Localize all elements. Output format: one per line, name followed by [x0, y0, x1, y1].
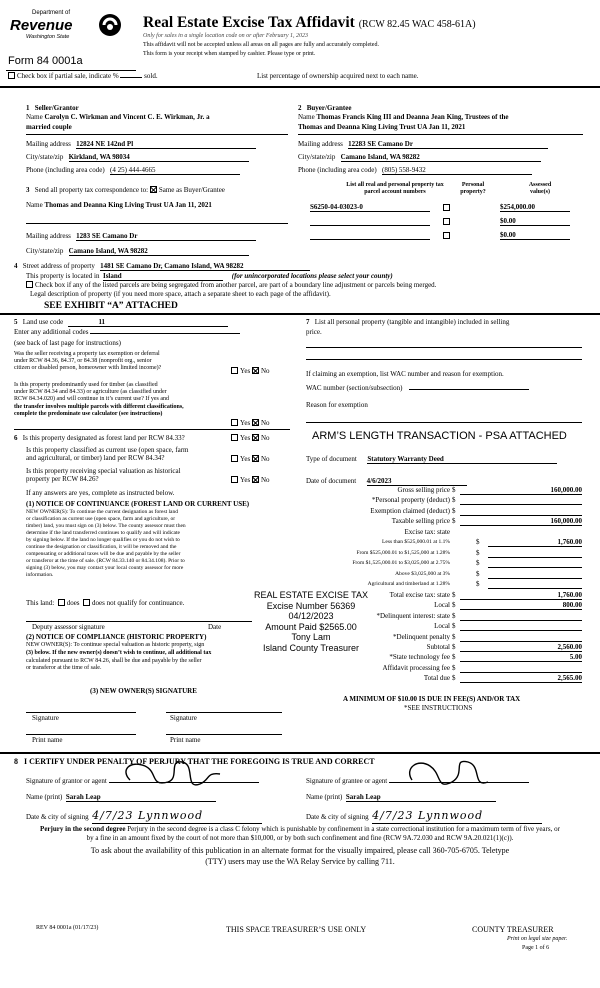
- tax-row-value[interactable]: 1,760.00: [488, 538, 582, 547]
- tax-row: [310, 559, 582, 569]
- partial-note: List percentage of ownership acquired next to each name.: [257, 72, 419, 80]
- tax-row-value[interactable]: [488, 559, 582, 568]
- parcel-row[interactable]: $0.00: [310, 231, 580, 243]
- exemption-question: Was the seller receiving a property tax exemption or deferral under RCW 84.36, 84.37, or 84.38 (nonprofit org., senior citizen or disabled person, homeowner with limited income)?: [14, 351, 162, 372]
- subtitle-2: This affidavit will not be accepted unless all areas on all pages are fully and accurately completed.: [143, 42, 379, 48]
- buyer-mail[interactable]: Mailing address 12283 SE Camano Dr: [298, 140, 548, 149]
- form-title: Real Estate Excise Tax Affidavit (RCW 82.45 WAC 458-61A): [143, 14, 476, 31]
- logo-dept: Department of: [32, 10, 71, 16]
- tax-row-label: *Delinquent penalty: [393, 632, 450, 641]
- treasurer-stamp: REAL ESTATE EXCISE TAX Excise Number 56369 04/12/2023 Amount Paid $2565.00 Tony Lam Island County Treasurer: [253, 590, 369, 654]
- date-label: Date: [208, 623, 222, 631]
- tax-row-label: Excise tax: state: [404, 527, 450, 536]
- seller-name-2: married couple: [26, 123, 72, 131]
- grantor-signature[interactable]: Signature of grantor or agent: [26, 777, 259, 785]
- tax-row: [310, 496, 582, 506]
- dollar-sign: $: [452, 663, 456, 672]
- tax-row: [310, 653, 582, 663]
- see-back: (see back of last page for instructions): [14, 339, 121, 347]
- same-as-buyer-checkbox[interactable]: [150, 186, 157, 193]
- q1-yes-no[interactable]: Yes No: [231, 367, 270, 375]
- tax-row-label: Local: [434, 601, 450, 610]
- dollar-sign: $: [476, 548, 480, 557]
- agency-logo: [6, 10, 134, 44]
- form-number: Form 84 0001a: [8, 55, 83, 67]
- grantee-name[interactable]: Name (print) Sarah Leap: [306, 793, 496, 802]
- seller-name: Name Carolyn C. Wirkman and Vincent C. E. Wirkman, Jr. a: [26, 113, 210, 121]
- grantor-date[interactable]: Date & city of signing 4/7/23 Lynnwood: [26, 810, 262, 824]
- continuance-text: NEW OWNER(S): To continue the current designation as forest land or classification as current use (open space, farm and agriculture, or timber) land, you must sign on (3) below. The county assessor must then determine if the land transferred continues to qualify and will indicate by signing below. If the land no longer qualifies or you do not wish to continue the designation or classification, it will be removed and the compensating or additional taxes will be due and payable by the seller or transferor at the time of sale. (RCW 84.33.140 or 84.34.108). Prior to signing (3) below, you may contact your local county assessor for more information.: [26, 509, 186, 579]
- personal-property-checkbox[interactable]: [443, 204, 450, 211]
- personal-property-checkbox[interactable]: [443, 232, 450, 239]
- grantee-signature-scrawl: [400, 752, 520, 794]
- dollar-sign: $: [452, 517, 456, 526]
- tax-row: [310, 674, 582, 684]
- tax-row: [310, 528, 582, 538]
- tax-row: [310, 549, 582, 559]
- new-owner-signature-heading: (3) NEW OWNER(S) SIGNATURE: [90, 687, 197, 695]
- historic-question: Is this property receiving special valuation as historical property per RCW 84.26?: [26, 467, 181, 484]
- q5-yes-no[interactable]: Yes No: [231, 476, 270, 484]
- tax-row-label: From $1,525,000.01 to $3,025,000 at 2.75%: [352, 560, 450, 567]
- seller-heading: 1 Seller/Grantor: [26, 104, 79, 112]
- tax-row-value[interactable]: 2,565.00: [460, 674, 582, 683]
- dollar-sign: $: [452, 643, 456, 651]
- tax-row-label: Less than $525,000.01 at 1.1%: [382, 539, 450, 545]
- county-treasurer: COUNTY TREASURER: [472, 925, 554, 934]
- dollar-sign: $: [452, 653, 456, 662]
- dollar-sign: $: [452, 591, 456, 599]
- continuance-heading: (1) NOTICE OF CONTINUANCE (FOREST LAND OR CURRENT USE): [26, 500, 250, 508]
- legal-description: SEE EXHIBIT “A” ATTACHED: [44, 301, 178, 311]
- tax-row-label: Gross selling price: [397, 486, 450, 494]
- legal-paper-note: Print on legal size paper.: [507, 936, 568, 942]
- tax-row-label: Above $3,025,000 at 3%: [395, 570, 450, 577]
- perjury-note: Perjury in the second degree Perjury in the second degree is a class C felony which is punishable by confinement in a state correctional institution for a maximum term of five years, or by a fine in an amount fixed by the court of not more than $10,000, or by both such confinement and fine (RCW 9A.72.030 and RCW 9A.20.021(1)(c)).: [40, 825, 560, 843]
- dollar-sign: $: [476, 538, 480, 546]
- dollar-sign: $: [476, 580, 480, 589]
- tax-row-label: Exemption claimed (deduct): [370, 506, 450, 515]
- partial-sale-row[interactable]: Check box if partial sale, indicate % sold.: [8, 72, 158, 80]
- grantor-name[interactable]: Name (print) Sarah Leap: [26, 793, 216, 802]
- dollar-sign: $: [452, 601, 456, 610]
- reason-exemption[interactable]: Reason for exemption: [306, 401, 368, 409]
- buyer-city[interactable]: City/state/zip Camano Island, WA 98282: [298, 153, 541, 162]
- sec4-address: 4 Street address of property 1481 SE Camano Dr, Camano Island, WA 98282: [14, 262, 310, 271]
- sec3-city[interactable]: City/state/zip Camano Island, WA 98282: [26, 247, 249, 256]
- parcel-col-header: List all real and personal property tax parcel account numbers: [346, 182, 444, 195]
- print-name-label: Print name: [32, 736, 63, 744]
- sec3-name: Name Thomas and Deanna King Living Trust UA Jan 11, 2021: [26, 201, 212, 209]
- this-land-row[interactable]: This land: does does not qualify for continuance.: [26, 599, 185, 607]
- ada-note: To ask about the availability of this publication in an alternate format for the visually impaired, please call 360-705-6705. Teletype (TTY) users may use the WA Relay Service by calling 711.: [90, 846, 510, 866]
- tax-row-label: *Personal property (deduct): [371, 496, 450, 505]
- signature-label: Signature: [170, 714, 197, 722]
- dollar-sign: $: [452, 611, 456, 620]
- tax-row-value[interactable]: [460, 612, 582, 621]
- dollar-sign: $: [452, 506, 456, 515]
- legal-description-label: Legal description of property (if you need more space, attach a separate sheet to each page of the affidavit).: [30, 290, 331, 298]
- tax-row-label: Affidavit processing fee: [382, 663, 450, 672]
- q2-yes-no[interactable]: Yes No: [231, 419, 270, 427]
- tax-row-value[interactable]: [460, 507, 582, 516]
- tax-row-value[interactable]: 2,560.00: [460, 643, 582, 652]
- sec4-located: This property is located in Island (for unincorporated locations please select your county): [26, 272, 393, 280]
- tax-row-value[interactable]: 5.00: [460, 653, 582, 662]
- tax-row-value[interactable]: [460, 664, 582, 673]
- land-use-row[interactable]: 5 Land use code 11: [14, 318, 228, 327]
- deputy-label: Deputy assessor signature: [32, 623, 105, 631]
- forest-question: 6 Is this property designated as forest land per RCW 84.33?: [14, 434, 185, 442]
- partial-sale-checkbox[interactable]: [8, 72, 15, 79]
- tax-row-label: Total excise tax: state: [389, 591, 450, 599]
- signature-label: Signature: [32, 714, 59, 722]
- personal-col-header: Personal property?: [460, 182, 486, 195]
- buyer-heading: 2 Buyer/Grantee: [298, 104, 352, 112]
- see-instructions: *SEE INSTRUCTIONS: [404, 704, 473, 712]
- grantee-signature[interactable]: Signature of grantee or agent: [306, 777, 529, 785]
- subtitle-1: Only for sales in a single location code on or after February 1, 2023: [143, 33, 308, 39]
- current-use-question: Is this property classified as current use (open space, farm and agricultural, or timber) land per RCW 84.34?: [26, 446, 189, 463]
- tax-row: [310, 486, 582, 496]
- seller-mail[interactable]: Mailing address 12824 NE 142nd Pl: [26, 140, 256, 149]
- seller-city[interactable]: City/state/zip Kirkland, WA 98034: [26, 153, 249, 162]
- tax-row-label: From $525,000.01 to $1,525,000 at 1.28%: [356, 549, 450, 556]
- treasurer-space: THIS SPACE TREASURER’S USE ONLY: [226, 925, 367, 934]
- buyer-phone[interactable]: Phone (including area code) (805) 558-9432: [298, 166, 532, 175]
- grantee-date[interactable]: Date & city of signing 4/7/23 Lynnwood: [306, 810, 542, 824]
- dollar-sign: $: [452, 486, 456, 494]
- tax-row: [310, 643, 582, 653]
- tax-row-value[interactable]: 160,000.00: [460, 517, 582, 526]
- arms-length-note: ARM’S LENGTH TRANSACTION - PSA ATTACHED: [312, 430, 567, 442]
- tax-row: [310, 601, 582, 611]
- dollar-sign: $: [476, 569, 480, 578]
- revenue-swirl-icon: [98, 12, 122, 38]
- buyer-name: Name Thomas Francis King III and Deanna Jean King, Trustees of the: [298, 113, 509, 121]
- dollar-sign: $: [452, 496, 456, 505]
- tax-row-value[interactable]: 800.00: [460, 601, 582, 610]
- parcel-row[interactable]: $0.00: [310, 217, 580, 229]
- segregated-row[interactable]: Check box if any of the listed parcels are being segregated from another parcel, are part of a boundary line adjustment or parcels being merged.: [26, 281, 436, 289]
- assessed-col-header: Assessed value(s): [528, 182, 552, 195]
- dollar-sign: $: [452, 674, 456, 683]
- tax-row-label: *State technology fee: [389, 653, 450, 662]
- minimum-due-note: A MINIMUM OF $10.00 IS DUE IN FEE(S) AND/OR TAX: [343, 695, 521, 703]
- tax-row: [310, 633, 582, 643]
- wac-note: If claiming an exemption, list WAC number and reason for exemption.: [306, 370, 504, 378]
- tax-row: [310, 570, 582, 580]
- tax-row-value[interactable]: [488, 570, 582, 579]
- page-number: Page 1 of 6: [522, 945, 550, 951]
- subtitle-3: This form is your receipt when stamped by cashier. Please type or print.: [143, 51, 316, 57]
- tax-row: [310, 538, 582, 548]
- rev-number: REV 84 0001a (01/17/23): [36, 925, 99, 931]
- tax-row-label: Taxable selling price: [391, 517, 450, 526]
- buyer-name-2: Thomas and Deanna King Living Trust UA Jan 11, 2021: [298, 123, 466, 131]
- timber-question: Is this property predominantly used for timber (as classified under RCW 84.34 and 84.33) or agriculture (as classified under RCW 84.34.020) and will continue in it’s current use? If yes and the transfer involves multiple parcels with different classifications, complete the predominate use calculator (see instructions): [14, 382, 184, 417]
- sec3-heading: 3 Send all property tax correspondence to: Same as Buyer/Grantee: [26, 186, 225, 194]
- doc-type[interactable]: Type of document Statutory Warranty Deed: [306, 455, 557, 464]
- tax-row-value[interactable]: [488, 549, 582, 558]
- tax-row-label: *Delinquent interest: state: [376, 611, 450, 620]
- parcel-row[interactable]: S6250-04-03023-0 $254,000.00: [310, 203, 580, 215]
- tax-row-value[interactable]: [488, 580, 582, 589]
- dollar-sign: $: [452, 622, 456, 631]
- sec3-mail[interactable]: Mailing address 1283 SE Camano Dr: [26, 232, 256, 241]
- tax-row-value[interactable]: 1,760.00: [460, 591, 582, 600]
- personal-property-list-2: price.: [306, 328, 322, 336]
- tax-row: [310, 507, 582, 517]
- logo-state: Washington State: [26, 34, 70, 40]
- logo-agency: Revenue: [10, 17, 73, 34]
- tax-row: [310, 612, 582, 622]
- tax-row: [310, 517, 582, 527]
- additional-codes[interactable]: Enter any additional codes: [14, 328, 240, 336]
- tax-row-label: Agricultural and timberland at 1.28%: [367, 581, 450, 588]
- personal-property-list: 7 List all personal property (tangible and intangible) included in selling: [306, 318, 510, 326]
- tax-row: [310, 664, 582, 674]
- tax-row: [310, 591, 582, 601]
- wac-number[interactable]: WAC number (section/subsection): [306, 384, 529, 392]
- tax-row-label: Subtotal: [426, 643, 450, 651]
- tax-table: [310, 486, 582, 686]
- certify-heading: 8 I CERTIFY UNDER PENALTY OF PERJURY THAT THE FOREGOING IS TRUE AND CORRECT: [14, 757, 375, 766]
- doc-date[interactable]: Date of document 4/6/2023: [306, 477, 467, 486]
- tax-row-value[interactable]: [460, 622, 582, 631]
- dollar-sign: $: [476, 559, 480, 568]
- tax-row-value[interactable]: [460, 496, 582, 505]
- tax-row-value[interactable]: 160,000.00: [460, 486, 582, 495]
- dollar-sign: $: [452, 632, 456, 641]
- compliance-heading: (2) NOTICE OF COMPLIANCE (HISTORIC PROPERTY): [26, 633, 207, 641]
- tax-row-label: Total due: [423, 674, 450, 683]
- segregated-checkbox[interactable]: [26, 281, 33, 288]
- compliance-text: NEW OWNER(S): To continue special valuation as historic property, sign (3) below. If the new owner(s) doesn’t wish to continue, all additional tax calculated pursuant to RCW 84.26, shall be due and payable by the seller or transferor at the time of sale.: [26, 642, 212, 672]
- print-name-label: Print name: [170, 736, 201, 744]
- tax-row: [310, 622, 582, 632]
- grantor-signature-scrawl: [110, 752, 250, 794]
- yes-note: If any answers are yes, complete as instructed below.: [26, 489, 175, 497]
- tax-row-label: Local: [434, 622, 450, 631]
- tax-row-value[interactable]: [460, 633, 582, 642]
- q4-yes-no[interactable]: Yes No: [231, 455, 270, 463]
- seller-phone[interactable]: Phone (including area code) (4 25) 444-4665: [26, 166, 240, 175]
- personal-property-checkbox[interactable]: [443, 218, 450, 225]
- q3-yes-no[interactable]: Yes No: [231, 434, 270, 442]
- tax-row: [310, 580, 582, 590]
